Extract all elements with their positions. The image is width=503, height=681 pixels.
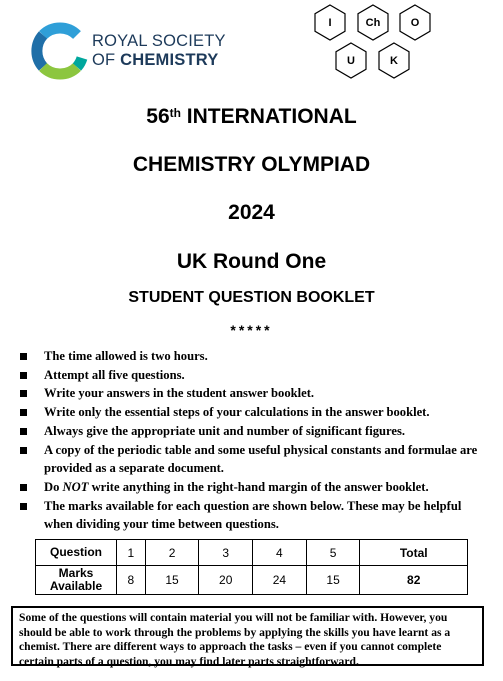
table-row <box>36 540 468 566</box>
title-booklet: STUDENT QUESTION BOOKLET <box>128 289 375 306</box>
instructions-list <box>20 347 482 534</box>
instruction-item <box>20 366 482 385</box>
marks-value: 8 <box>117 566 146 595</box>
instruction-item <box>20 478 482 497</box>
marks-value: 20 <box>199 566 253 595</box>
rsc-logo-line2 <box>92 51 218 70</box>
square-bullet-icon <box>20 372 27 379</box>
title-international-text: INTERNATIONAL <box>180 105 357 128</box>
question-header: Question <box>36 540 117 566</box>
total-header: Total <box>360 540 468 566</box>
available-label: Available <box>49 579 103 593</box>
table-row <box>36 566 468 595</box>
hex-label-i: I <box>328 17 332 29</box>
hex-label-o: O <box>410 17 420 29</box>
title-round: UK Round One <box>176 250 327 273</box>
instruction-text-before: Do <box>44 479 63 494</box>
marks-value: 24 <box>253 566 307 595</box>
question-number: 5 <box>306 540 360 566</box>
separator-stars: ***** <box>230 322 273 338</box>
instruction-text: Write your answers in the student answer booklet. <box>44 386 315 401</box>
question-number: 3 <box>199 540 253 566</box>
instruction-text: Write only the essential steps of your calculations in the answer booklet. <box>44 405 430 420</box>
total-marks-value: 82 <box>360 566 468 595</box>
title-year: 2024 <box>228 201 275 224</box>
rsc-logo-line1: ROYAL SOCIETY <box>92 32 226 50</box>
square-bullet-icon <box>20 484 27 491</box>
instruction-text-after: write anything in the right-hand margin of the answer booklet. <box>88 479 429 494</box>
question-number: 4 <box>253 540 307 566</box>
hex-label-ch: Ch <box>365 17 381 29</box>
instruction-text: Attempt all five questions. <box>44 367 185 382</box>
instruction-item <box>20 384 482 403</box>
instruction-item <box>20 403 482 422</box>
marks-label: Marks <box>58 566 94 580</box>
square-bullet-icon <box>20 428 27 435</box>
instruction-text: Always give the appropriate unit and number of significant figures. <box>44 423 406 438</box>
marks-table <box>35 539 468 595</box>
marks-available-header <box>36 566 117 595</box>
edition-suffix: th <box>169 106 181 120</box>
instruction-text: The marks available for each question are shown below. These may be helpful when dividing your time between questions. <box>44 498 462 532</box>
advice-note-box: Some of the questions will contain material you will not be familiar with. However, you should be able to work through the problems by applying the skills you have learnt as a chemist. There are different ways to approach the tasks – even if you cannot complete certain parts of a question, you may find later parts straightforward. <box>11 606 484 666</box>
instruction-item <box>20 497 482 534</box>
instruction-item <box>20 422 482 441</box>
instruction-emphasis: NOT <box>62 479 89 494</box>
marks-value: 15 <box>145 566 199 595</box>
instruction-text: A copy of the periodic table and some useful physical constants and formulae are provided as a separate document. <box>44 442 478 476</box>
title-international <box>0 105 503 129</box>
hex-label-k: K <box>390 55 398 67</box>
square-bullet-icon <box>20 353 27 360</box>
hex-label-u: U <box>347 55 355 67</box>
rsc-logo-mark-icon <box>30 22 88 80</box>
square-bullet-icon <box>20 447 27 454</box>
instruction-item <box>20 441 482 478</box>
edition-number: 56 <box>146 105 170 128</box>
question-number: 1 <box>117 540 146 566</box>
square-bullet-icon <box>20 503 27 510</box>
rsc-logo <box>30 22 250 82</box>
uk-chemistry-olympiad-hex-logo <box>305 0 455 96</box>
rsc-logo-of: OF <box>92 51 121 69</box>
instruction-item <box>20 347 482 366</box>
square-bullet-icon <box>20 409 27 416</box>
title-chemistry-olympiad: CHEMISTRY OLYMPIAD <box>132 153 371 176</box>
square-bullet-icon <box>20 390 27 397</box>
question-number: 2 <box>145 540 199 566</box>
instruction-text: The time allowed is two hours. <box>44 349 208 363</box>
rsc-logo-chemistry: CHEMISTRY <box>120 51 219 69</box>
marks-value: 15 <box>306 566 360 595</box>
